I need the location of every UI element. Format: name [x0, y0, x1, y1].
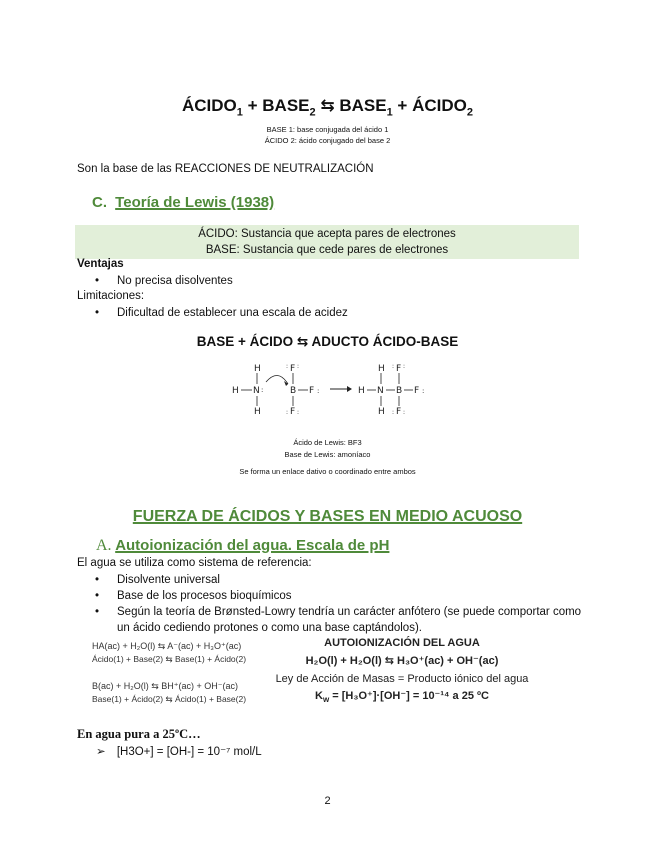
lewis-acid-def: ÁCIDO: Sustancia que acepta pares de electrones	[198, 228, 456, 240]
acid-dissociation-eq: HA(ac) + H₂O(l) ⇆ A⁻(ac) + H₃O⁺(ac)	[92, 641, 242, 651]
dative-bond-note: Se forma un enlace dativo o coordinado entre ambos	[239, 467, 416, 476]
water-autoion-eq: H₂O(l) + H₂O(l) ⇆ H₃O⁺(ac) + OH⁻(ac)	[305, 655, 499, 667]
eq-acid2: + ÁCIDO	[392, 96, 467, 115]
fuerza-heading: FUERZA DE ÁCIDOS Y BASES EN MEDIO ACUOSO	[132, 508, 523, 525]
svg-text::: :	[392, 363, 395, 370]
ventajas-label: Ventajas	[77, 258, 124, 270]
autoion-letter: A.	[96, 537, 112, 554]
svg-text:F: F	[396, 364, 402, 374]
note-acid2: ÁCIDO 2: ácido conjugado del base 2	[264, 136, 391, 145]
lewis-base-note: Base de Lewis: amoníaco	[284, 450, 371, 459]
concentration-value: [H3O+] = [OH-] = 10⁻⁷ mol/L	[116, 746, 262, 758]
svg-text:H: H	[254, 364, 261, 374]
autoion-bullet: • Según la teoría de Brønsted-Lowry tendría un carácter anfótero (se puede comportar como un ácido cediendo protones o como una base captándolos).	[77, 604, 597, 636]
autoion-bullet: • Base de los procesos bioquímicos	[77, 588, 597, 604]
ventajas-list	[77, 273, 233, 289]
svg-text:F: F	[309, 386, 315, 396]
kw-expression	[262, 689, 542, 704]
neutralization-text: Son la base de las REACCIONES DE NEUTRALIZACIÓN	[77, 163, 374, 175]
eq-sub2: 2	[309, 106, 316, 119]
svg-text:H: H	[358, 386, 365, 396]
svg-text::: :	[392, 409, 395, 416]
svg-text:N: N	[253, 386, 260, 396]
svg-text:F: F	[396, 407, 402, 417]
lewis-letter: C.	[92, 194, 107, 211]
ventajas-item: • No precisa disolventes	[77, 273, 233, 289]
eq-arrow: ⇆	[315, 96, 340, 115]
base-dissociation-roles: Base(1) + Ácido(2) ⇆ Ácido(1) + Base(2)	[92, 694, 247, 704]
svg-text::: :	[317, 387, 320, 395]
kw-subscript: w	[323, 695, 330, 705]
svg-text:H: H	[232, 386, 239, 396]
svg-text::: :	[403, 363, 406, 370]
limitaciones-label: Limitaciones:	[77, 290, 145, 302]
water-autoionization-block	[262, 637, 542, 704]
limitaciones-list	[77, 305, 348, 321]
eq-sub1: 1	[236, 106, 243, 119]
kw-value: = [H₃O⁺]·[OH⁻] = 10⁻¹⁴ a 25 ºC	[329, 690, 489, 702]
kw-symbol: K	[315, 690, 323, 702]
pure-water-line	[96, 744, 262, 758]
base-dissociation-eq: B(ac) + H₂O(l) ⇆ BH⁺(ac) + OH⁻(ac)	[92, 681, 239, 691]
adduct-notes	[0, 437, 655, 461]
lewis-definition-box	[75, 225, 579, 259]
conjugate-pair-equation	[0, 96, 655, 118]
adduct-title: BASE + ÁCIDO ⇆ ADUCTO ÁCIDO-BASE	[196, 334, 459, 349]
autoion-heading	[96, 537, 389, 555]
eq-base1: BASE	[339, 96, 387, 115]
autoion-title: Autoionización del agua. Escala de pH	[115, 537, 390, 554]
svg-text:F: F	[290, 364, 296, 374]
arrow-bullet-icon: ➢	[96, 746, 106, 758]
svg-text::: :	[297, 409, 300, 416]
svg-text:H: H	[378, 364, 385, 374]
eq-base2: + BASE	[242, 96, 310, 115]
equation-notes	[0, 124, 655, 146]
pure-water-heading: En agua pura a 25ºC…	[77, 727, 201, 741]
svg-text::: :	[297, 363, 300, 370]
acid-dissociation-roles: Ácido(1) + Base(2) ⇆ Base(1) + Ácido(2)	[92, 654, 247, 664]
svg-text:F: F	[414, 386, 420, 396]
water-autoion-title: AUTOIONIZACIÓN DEL AGUA	[324, 637, 480, 649]
svg-text:H: H	[254, 407, 261, 417]
svg-text::: :	[422, 387, 425, 395]
lewis-acid-note: Ácido de Lewis: BF3	[293, 438, 362, 447]
lewis-heading	[92, 194, 274, 211]
eq-sub4: 2	[466, 106, 473, 119]
autoion-intro: El agua se utiliza como sistema de referencia:	[77, 557, 312, 569]
lewis-adduct-structure-image	[228, 356, 434, 422]
autoion-bullets	[77, 572, 597, 636]
lewis-base-def: BASE: Sustancia que cede pares de electrones	[205, 244, 449, 256]
svg-text:H: H	[378, 407, 385, 417]
note-base1: BASE 1: base conjugada del ácido 1	[266, 125, 389, 134]
svg-text:B: B	[396, 386, 403, 396]
svg-text::: :	[286, 363, 289, 370]
svg-text:N: N	[377, 386, 384, 396]
lewis-title: Teoría de Lewis (1938)	[115, 194, 275, 211]
page-number: 2	[324, 795, 331, 807]
mass-action-law: Ley de Acción de Masas = Producto iónico del agua	[275, 673, 529, 685]
svg-text::: :	[261, 386, 264, 394]
bronsted-equations	[92, 640, 246, 706]
limitaciones-item: • Dificultad de establecer una escala de acidez	[77, 305, 348, 321]
eq-sub3: 1	[386, 106, 393, 119]
svg-text:B: B	[290, 386, 297, 396]
svg-text:F: F	[290, 407, 296, 417]
autoion-bullet: • Disolvente universal	[77, 572, 597, 588]
eq-acid1: ÁCIDO	[182, 96, 237, 115]
svg-text::: :	[286, 409, 289, 416]
svg-text::: :	[403, 409, 406, 416]
